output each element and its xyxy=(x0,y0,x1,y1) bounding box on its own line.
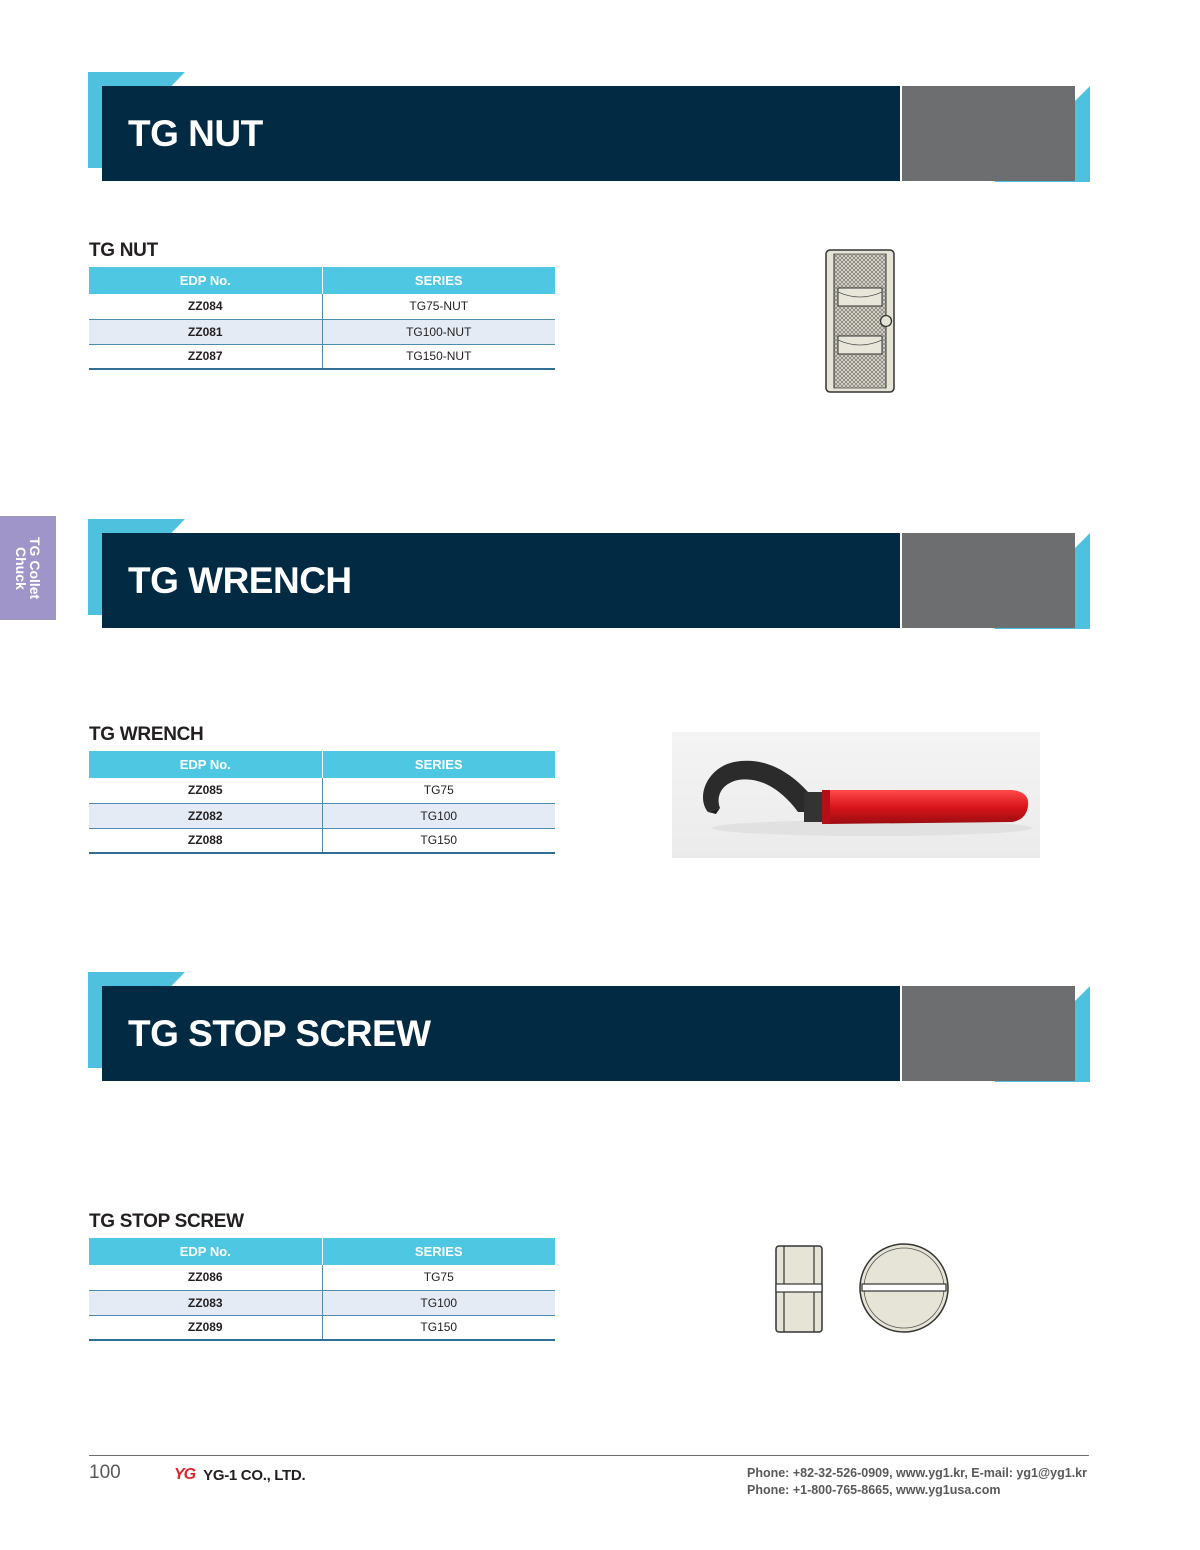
edp-cell: ZZ088 xyxy=(89,828,322,853)
table-row xyxy=(89,778,555,803)
table-title: TG WRENCH xyxy=(89,724,204,745)
table-row xyxy=(89,319,555,344)
column-header-edp: EDP No. xyxy=(89,751,322,778)
spec-table-wrench xyxy=(89,751,555,854)
tg-wrench-photo xyxy=(672,732,1040,858)
banner-grey-block xyxy=(902,86,1075,181)
table-header-row xyxy=(89,267,555,294)
tg-stop-screw-drawing xyxy=(772,1240,952,1336)
section-banner-wrench xyxy=(88,519,1090,629)
banner-grey-block xyxy=(902,533,1075,628)
footer-rule xyxy=(89,1455,1089,1456)
edp-cell: ZZ081 xyxy=(89,319,322,344)
banner-title-bar xyxy=(102,86,900,181)
side-tab[interactable] xyxy=(0,516,56,620)
table-row xyxy=(89,1290,555,1315)
edp-cell: ZZ089 xyxy=(89,1315,322,1340)
edp-cell: ZZ086 xyxy=(89,1265,322,1290)
table-row xyxy=(89,828,555,853)
table-row xyxy=(89,803,555,828)
table-header-row xyxy=(89,1238,555,1265)
series-cell: TG150 xyxy=(322,1315,555,1340)
series-cell: TG100-NUT xyxy=(322,319,555,344)
page-number: 100 xyxy=(89,1462,121,1483)
banner-grey-block xyxy=(902,986,1075,1081)
column-header-series: SERIES xyxy=(322,751,555,778)
series-cell: TG100 xyxy=(322,1290,555,1315)
side-tab-label: TG Collet Chuck xyxy=(13,536,43,600)
contact-phone-kr: Phone: +82-32-526-0909, www.yg1.kr, E-mail: yg1@yg1.kr xyxy=(746,1466,1087,1480)
tg-nut-drawing xyxy=(822,246,898,396)
series-cell: TG100 xyxy=(322,803,555,828)
banner-title: TG STOP SCREW xyxy=(128,1012,431,1054)
edp-cell: ZZ082 xyxy=(89,803,322,828)
series-cell: TG150 xyxy=(322,828,555,853)
company-name: YG-1 CO., LTD. xyxy=(203,1466,306,1484)
table-row xyxy=(89,344,555,369)
column-header-series: SERIES xyxy=(322,1238,555,1265)
table-row xyxy=(89,294,555,319)
series-cell: TG75-NUT xyxy=(322,294,555,319)
table-row xyxy=(89,1265,555,1290)
banner-title-bar xyxy=(102,533,900,628)
table-row xyxy=(89,1315,555,1340)
column-header-edp: EDP No. xyxy=(89,1238,322,1265)
edp-cell: ZZ083 xyxy=(89,1290,322,1315)
column-header-edp: EDP No. xyxy=(89,267,322,294)
series-cell: TG75 xyxy=(322,1265,555,1290)
contact-info xyxy=(747,1465,1087,1499)
series-cell: TG75 xyxy=(322,778,555,803)
table-title: TG NUT xyxy=(89,240,158,261)
table-title: TG STOP SCREW xyxy=(89,1211,244,1232)
edp-cell: ZZ087 xyxy=(89,344,322,369)
section-banner-stop-screw xyxy=(88,972,1090,1082)
series-cell: TG150-NUT xyxy=(322,344,555,369)
column-header-series: SERIES xyxy=(322,267,555,294)
banner-title-bar xyxy=(102,986,900,1081)
spec-table-nut xyxy=(89,267,555,370)
banner-title: TG WRENCH xyxy=(128,559,352,601)
edp-cell: ZZ085 xyxy=(89,778,322,803)
contact-phone-us: Phone: +1-800-765-8665, www.yg1usa.com xyxy=(746,1483,1001,1497)
banner-title: TG NUT xyxy=(128,112,263,154)
table-header-row xyxy=(89,751,555,778)
edp-cell: ZZ084 xyxy=(89,294,322,319)
yg-logo-icon: YG xyxy=(174,1466,196,1483)
company-logo xyxy=(174,1466,305,1484)
spec-table-stop-screw xyxy=(89,1238,555,1341)
section-banner-nut xyxy=(88,72,1090,182)
